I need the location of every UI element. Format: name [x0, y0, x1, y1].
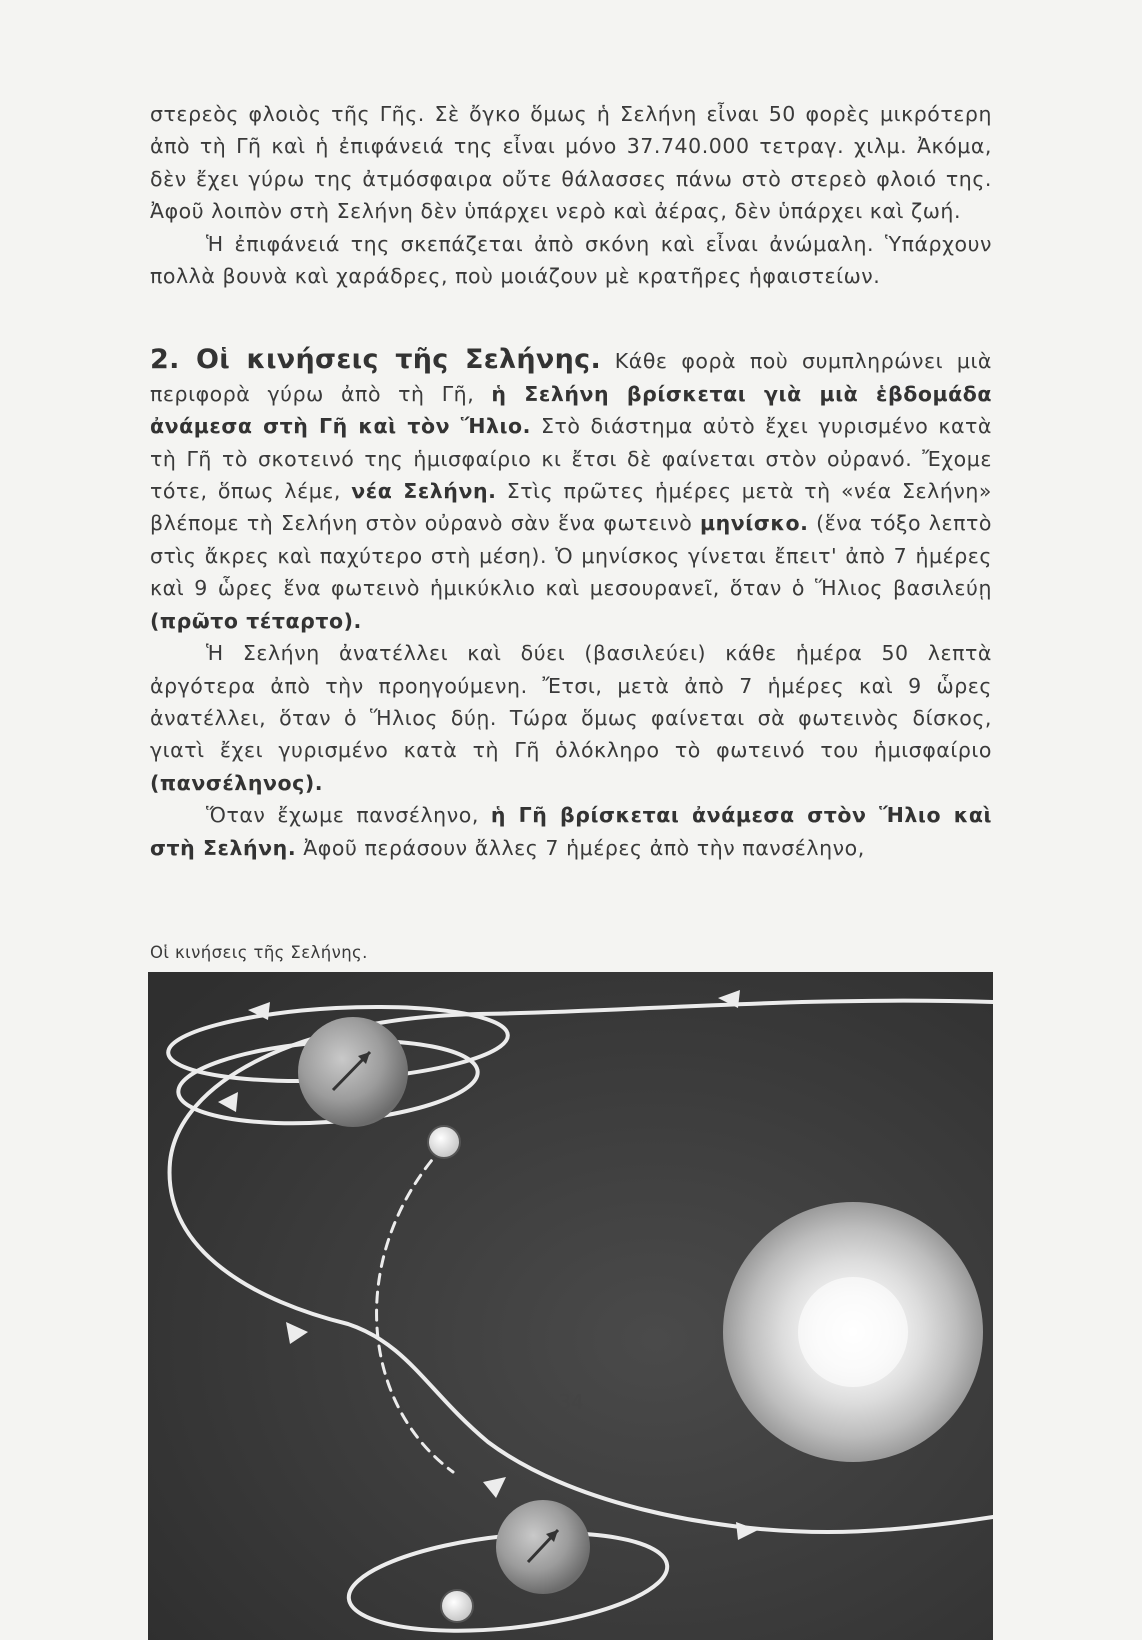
text-segment: Κάθε φορὰ ποὺ συμπληρώνει μιὰ περιφορὰ γύρω ἀπὸ τὴ Γῆ,	[150, 349, 992, 406]
paragraph-moon-motions	[150, 344, 992, 637]
text-segment: Στὶς πρῶτες ἡμέρες μετὰ τὴ «νέα Σελήνη» βλέπομε τὴ Σελήνη στὸν οὐρανὸ σὰν ἕνα φωτεινὸ	[150, 479, 992, 536]
text-segment: (ἕνα τόξο λεπτὸ στὶς ἄκρες καὶ παχύτερο στὴ μέση). Ὁ μηνίσκος γίνεται ἔπειτ' ἀπὸ 7 ἡμέρες καὶ 9 ὧρες ἕνα φωτεινὸ ἡμικύκλιο καὶ μεσουρανεῖ, ὅταν ὁ Ἥλιος βασιλεύῃ	[150, 511, 992, 601]
emphasis-segment: νέα Σελήνη.	[351, 479, 497, 504]
earth-icon	[298, 1017, 408, 1127]
sun-core-icon	[798, 1277, 908, 1387]
page-number: 34	[558, 1390, 584, 1414]
moon-icon	[441, 1590, 473, 1622]
section-heading: 2. Οἱ κινήσεις τῆς Σελήνης.	[150, 344, 602, 376]
paragraph-moon-surface: στερεὸς φλοιὸς τῆς Γῆς. Σὲ ὄγκο ὅμως ἡ Σελήνη εἶναι 50 φορὲς μικρότερη ἀπὸ τὴ Γῆ καὶ ἡ ἐπιφάνειά της εἶναι μόνο 37.740.000 τετραγ. χιλμ. Ἀκόμα, δὲν ἔχει γύρω της ἀτμόσφαιρα οὔτε θάλασσες πάνω στὸ στερεὸ φλοιό της. Ἀφοῦ λοιπὸν στὴ Σελήνη δὲν ὑπάρχει νερὸ καὶ ἀέρας, δὲν ὑπάρχει καὶ ζωή.	[150, 102, 992, 224]
text-segment: Ἡ Σελήνη ἀνατέλλει καὶ δύει (βασιλεύει) κάθε ἡμέρα 50 λεπτὰ ἀργότερα ἀπὸ τὴν προηγούμενη. Ἔτσι, μετὰ ἀπὸ 7 ἡμέρες καὶ 9 ὧρες ἀνατέλλει, ὅταν ὁ Ἥλιος δύῃ. Τώρα ὅμως φαίνεται σὰ φωτεινὸς δίσκος, γιατὶ ἔχει γυρισμένο κατὰ τὴ Γῆ ὁλόκληρο τὸ φωτεινό του ἡμισφαίριο	[150, 641, 992, 763]
emphasis-segment: ἡ Σελήνη βρίσκεται γιὰ μιὰ ἑβδομάδα ἀνάμεσα στὴ Γῆ καὶ τὸν Ἥλιο.	[150, 381, 992, 439]
moon-motion-illustration	[148, 972, 993, 1640]
text-segment: Ὅταν ἔχωμε πανσέληνο,	[206, 803, 491, 828]
emphasis-segment: μηνίσκο.	[699, 511, 809, 536]
text-segment: Ἀφοῦ περάσουν ἄλλες 7 ἡμέρες ἀπὸ τὴν πανσέληνο,	[296, 835, 865, 860]
paragraph-earth-between	[150, 799, 992, 864]
emphasis-segment: (πρῶτο τέταρτο).	[150, 608, 362, 633]
paragraph-full-moon	[150, 637, 992, 799]
page-content	[150, 98, 992, 864]
emphasis-segment: ἡ Γῆ βρίσκεται ἀνάμεσα στὸν Ἥλιο καὶ στὴ Σελήνη.	[150, 803, 992, 860]
moon-motion-figure	[148, 972, 993, 1640]
emphasis-segment: (πανσέληνος).	[150, 770, 324, 795]
text-segment: Στὸ διάστημα αὐτὸ ἔχει γυρισμένο κατὰ τὴ Γῆ τὸ σκοτεινό της ἡμισφαίριο κι ἔτσι δὲ φαίνεται στὸν οὐρανό. Ἔχομε τότε, ὅπως λέμε,	[150, 414, 992, 504]
paragraph-moon-terrain: Ἡ ἐπιφάνειά της σκεπάζεται ἀπὸ σκόνη καὶ εἶναι ἀνώμαλη. Ὑπάρχουν πολλὰ βουνὰ καὶ χαράδρες, ποὺ μοιάζουν μὲ κρατῆρες ἡφαιστείων.	[150, 231, 992, 289]
moon-icon	[428, 1126, 460, 1158]
figure-caption: Οἱ κινήσεις τῆς Σελήνης.	[150, 943, 368, 962]
